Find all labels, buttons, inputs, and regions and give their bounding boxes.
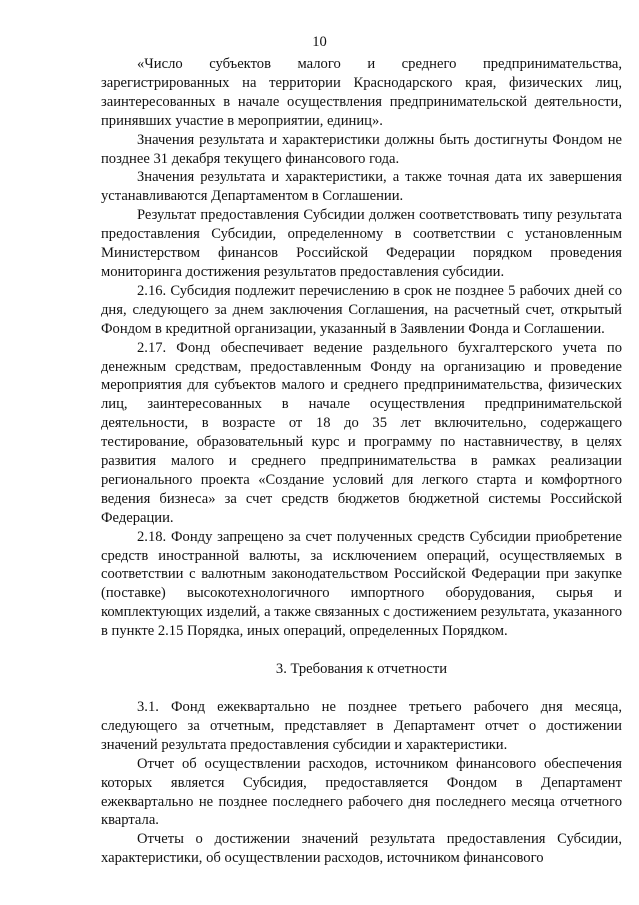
paragraph-agreement-values: Значения результата и характеристики, а также точная дата их завершения устанавливаются Департаментом в Соглашении. xyxy=(101,169,622,205)
paragraph-expense-report: Отчет об осуществлении расходов, источником финансового обеспечения которых является Субсидия, предоставляется Фондом в Департамент ежеквартально не позднее последнего рабочего дня последнего месяца отчетного квартала. xyxy=(101,755,622,829)
paragraph-2-17: 2.17. Фонд обеспечивает ведение раздельного бухгалтерского учета по денежным средствам, предоставленным Фонду на организацию и проведение мероприятия для субъектов малого и среднего предпринимательства, физических лиц, заинтересованных в начале осуществления предпринимательской деятельности, в возрасте от 18 до 35 лет включительно, содержащего тестирование, образовательный курс и программу по наставничеству, в целях развития малого и среднего предпринимательства в рамках реализации регионального проекта «Создание условий для легкого старта и комфортного ведения бизнеса» за счет средств бюджетов бюджетной системы Российской Федерации. xyxy=(101,339,622,526)
paragraph-deadline: Значения результата и характеристики должны быть достигнуты Фондом не позднее 31 декабря текущего финансового года. xyxy=(101,131,622,167)
paragraph-3-1: 3.1. Фонд ежеквартально не позднее третьего рабочего дня месяца, следующего за отчетным, представляет в Департамент отчет о достижении значений результата предоставления субсидии и характеристики. xyxy=(101,699,622,753)
paragraph-2-18: 2.18. Фонду запрещено за счет полученных средств Субсидии приобретение средств иностранной валюты, за исключением операций, осуществляемых в соответствии с валютным законодательством Российской Федерации при закупке (поставке) высокотехнологичного импортного оборудования, сырья и комплектующих изделий, а также связанных с достижением результата, указанного в пункте 2.15 Порядка, иных операций, определенных Порядком. xyxy=(101,528,622,640)
section-heading: 3. Требования к отчетности xyxy=(275,661,448,678)
document-body xyxy=(101,55,622,868)
page-number: 10 xyxy=(312,34,327,50)
paragraph-reports-continued: Отчеты о достижении значений результата предоставления Субсидии, характеристики, об осуществлении расходов, источником финансового xyxy=(101,831,622,867)
paragraph-result-type: Результат предоставления Субсидии должен соответствовать типу результата предоставления Субсидии, определенному в соответствии с установленным Министерством финансов Российской Федерации порядком проведения мониторинга достижения результатов предоставления субсидии. xyxy=(101,207,622,280)
paragraph-2-16: 2.16. Субсидия подлежит перечислению в срок не позднее 5 рабочих дней со дня, следующего за днем заключения Соглашения, на расчетный счет, открытый Фондом в кредитной организации, указанный в Заявлении Фонда и Соглашении. xyxy=(101,282,622,337)
paragraph-result-indicator: «Число субъектов малого и среднего предпринимательства, зарегистрированных на территории Краснодарского края, физических лиц, заинтересованных в начале осуществления предпринимательской деятельности, принявших участие в мероприятии, единиц». xyxy=(101,56,622,129)
